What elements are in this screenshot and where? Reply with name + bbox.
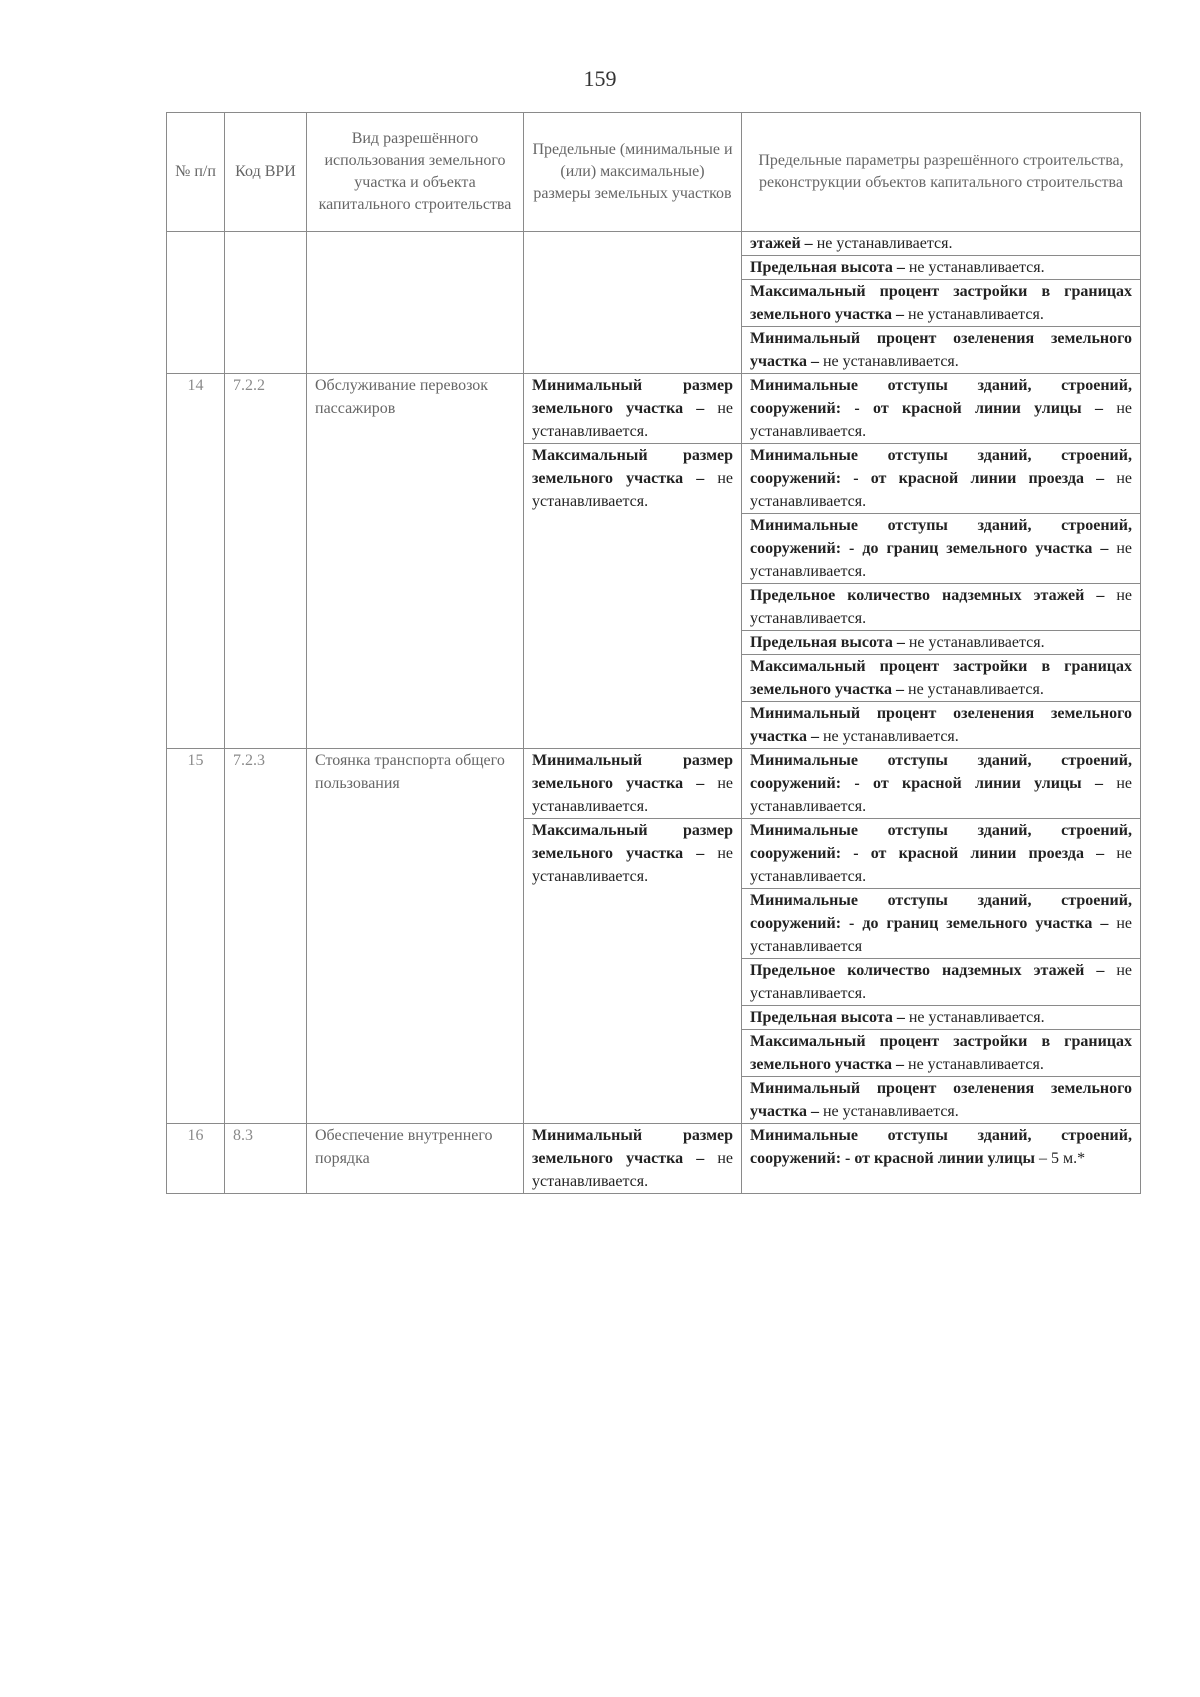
- cell-num: 14: [167, 374, 225, 749]
- param-value: не устанавливается.: [904, 634, 1045, 651]
- size-label: Минимальный размер земельного участка –: [532, 377, 733, 417]
- param-value: не устанавливается: [750, 915, 1132, 955]
- param-value: не устанавливается.: [818, 728, 959, 745]
- header-code: Код ВРИ: [225, 113, 307, 232]
- page-number: 159: [583, 66, 617, 91]
- cell-param: [742, 749, 1141, 819]
- param-label: Предельная высота –: [750, 259, 905, 276]
- cell-param: [742, 1124, 1141, 1194]
- param-label: Предельная высота –: [750, 1009, 905, 1026]
- cell-code: 8.3: [225, 1124, 307, 1194]
- param-value: не устанавливается.: [904, 306, 1044, 323]
- cell-param: [742, 1030, 1141, 1077]
- param-value: не устанавливается.: [904, 1056, 1044, 1073]
- header-size: Предельные (минимальные и (или) максимальные) размеры земельных участков: [524, 113, 742, 232]
- continuation-row: [167, 232, 1141, 256]
- size-label: Максимальный размер земельного участка –: [532, 447, 733, 487]
- size-value: не устанавливается.: [532, 845, 734, 885]
- cell-param: [742, 889, 1141, 959]
- param-label: Минимальные отступы зданий, строений, сооружений: - от красной линии проезда –: [750, 822, 1132, 862]
- cell-param: [742, 1006, 1141, 1030]
- table-body: [167, 232, 1141, 1194]
- size-value: не устанавливается.: [532, 1150, 734, 1190]
- header-num: № п/п: [167, 113, 225, 232]
- table-row: [167, 749, 1141, 819]
- param-label: Предельная высота –: [750, 634, 905, 651]
- regulations-table: [166, 112, 1141, 1194]
- cell-use: Обеспечение внутреннего порядка: [307, 1124, 524, 1194]
- param-label: этажей –: [750, 235, 813, 252]
- cell-param: [742, 232, 1141, 256]
- param-label: Минимальные отступы зданий, строений, сооружений: - до границ земельного участка –: [750, 892, 1132, 932]
- cell-param: [742, 1077, 1141, 1124]
- param-value: не устанавливается.: [750, 962, 1132, 1002]
- cell-size: [524, 819, 742, 1124]
- table-row: [167, 1124, 1141, 1194]
- size-label: Максимальный размер земельного участка –: [532, 822, 733, 862]
- header-use: Вид разрешённого использования земельного участка и объекта капитального строительства: [307, 113, 524, 232]
- param-value: не устанавливается.: [812, 235, 953, 252]
- table-header-row: [167, 113, 1141, 232]
- param-label: Максимальный процент застройки в границах земельного участка –: [750, 283, 1132, 323]
- param-value: не устанавливается.: [750, 470, 1132, 510]
- size-label: Минимальный размер земельного участка –: [532, 752, 733, 792]
- param-label: Минимальные отступы зданий, строений, сооружений: - от красной линии улицы –: [750, 752, 1132, 792]
- cell-param: [742, 374, 1141, 444]
- cell-param: [742, 256, 1141, 280]
- cell-param: [742, 584, 1141, 631]
- param-value: не устанавливается.: [750, 845, 1132, 885]
- cell-param: [742, 959, 1141, 1006]
- param-value: не устанавливается.: [750, 540, 1132, 580]
- cell-param: [742, 280, 1141, 327]
- cell-param: [742, 327, 1141, 374]
- param-value: не устанавливается.: [904, 1009, 1045, 1026]
- param-label: Минимальный процент озеленения земельного участка –: [750, 705, 1132, 745]
- cell-size: [524, 374, 742, 444]
- param-value: не устанавливается.: [904, 681, 1044, 698]
- size-value: не устанавливается.: [532, 775, 734, 815]
- cell-code: [225, 232, 307, 374]
- cell-use: Стоянка транспорта общего пользования: [307, 749, 524, 1124]
- param-label: Максимальный процент застройки в границах земельного участка –: [750, 1033, 1132, 1073]
- cell-size: [524, 749, 742, 819]
- param-value: – 5 м.*: [1035, 1150, 1086, 1167]
- cell-param: [742, 444, 1141, 514]
- cell-num: 15: [167, 749, 225, 1124]
- param-label: Предельное количество надземных этажей –: [750, 587, 1105, 604]
- param-value: не устанавливается.: [750, 775, 1133, 815]
- cell-code: 7.2.3: [225, 749, 307, 1124]
- cell-use: [307, 232, 524, 374]
- table-row: [167, 374, 1141, 444]
- param-label: Минимальные отступы зданий, строений, сооружений: - от красной линии улицы –: [750, 377, 1132, 417]
- cell-param: [742, 655, 1141, 702]
- param-label: Минимальные отступы зданий, строений, сооружений: - до границ земельного участка –: [750, 517, 1132, 557]
- param-label: Максимальный процент застройки в границах земельного участка –: [750, 658, 1132, 698]
- param-value: не устанавливается.: [818, 353, 959, 370]
- header-params: Предельные параметры разрешённого строительства, реконструкции объектов капитального строительства: [742, 113, 1141, 232]
- cell-size: [524, 1124, 742, 1194]
- cell-code: 7.2.2: [225, 374, 307, 749]
- size-value: не устанавливается.: [532, 400, 734, 440]
- cell-size: [524, 444, 742, 749]
- param-label: Предельное количество надземных этажей –: [750, 962, 1105, 979]
- param-label: Минимальные отступы зданий, строений, сооружений: - от красной линии улицы: [750, 1127, 1132, 1167]
- size-label: Минимальный размер земельного участка –: [532, 1127, 733, 1167]
- param-value: не устанавливается.: [750, 400, 1133, 440]
- param-label: Минимальный процент озеленения земельного участка –: [750, 330, 1132, 370]
- param-label: Минимальный процент озеленения земельного участка –: [750, 1080, 1132, 1120]
- cell-use: Обслуживание перевозок пассажиров: [307, 374, 524, 749]
- cell-param: [742, 819, 1141, 889]
- size-value: не устанавливается.: [532, 470, 734, 510]
- cell-param: [742, 514, 1141, 584]
- param-value: не устанавливается.: [750, 587, 1132, 627]
- param-value: не устанавливается.: [904, 259, 1045, 276]
- cell-param: [742, 702, 1141, 749]
- cell-size: [524, 232, 742, 374]
- param-label: Минимальные отступы зданий, строений, сооружений: - от красной линии проезда –: [750, 447, 1132, 487]
- cell-num: 16: [167, 1124, 225, 1194]
- cell-num: [167, 232, 225, 374]
- param-value: не устанавливается.: [818, 1103, 959, 1120]
- cell-param: [742, 631, 1141, 655]
